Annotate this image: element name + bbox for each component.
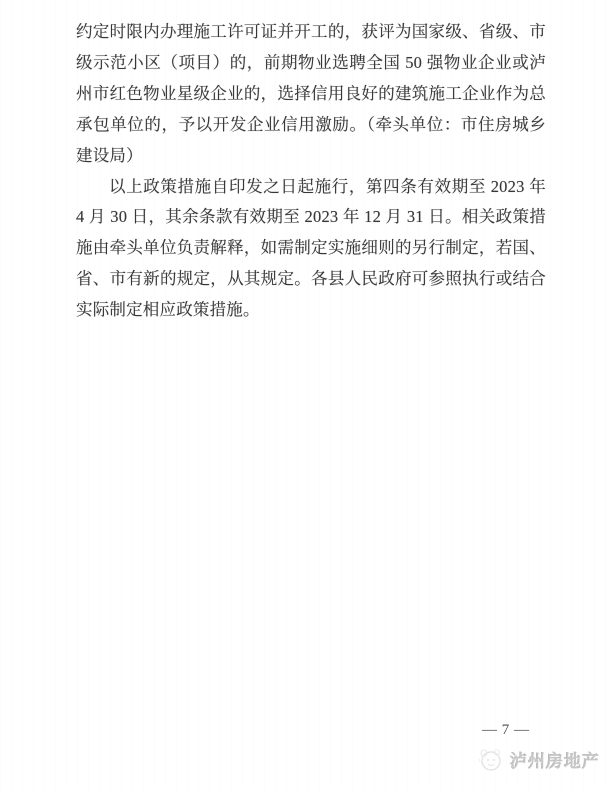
document-line: 建设局）: [76, 145, 143, 165]
document-line: 州市红色物业星级企业的，选择信用良好的建筑施工企业作为总: [76, 83, 546, 103]
document-line: 以上政策措施自印发之日起施行，第四条有效期至 2023 年: [109, 176, 546, 196]
document-line: 承包单位的，予以开发企业信用激励。（牵头单位：市住房城乡: [76, 114, 546, 134]
document-line: 4 月 30 日，其余条款有效期至 2023 年 12 月 31 日。相关政策措: [76, 207, 546, 227]
document-line: 省、市有新的规定，从其规定。各县人民政府可参照执行或结合: [76, 269, 546, 289]
mascot-badge-icon: [477, 746, 503, 772]
document-line: 约定时限内办理施工许可证并开工的，获评为国家级、省级、市: [76, 22, 546, 41]
watermark: [477, 746, 600, 772]
document-body: [76, 17, 546, 326]
watermark-text: 泸州房地产: [510, 751, 600, 771]
paragraph-construction-incentive: [76, 17, 546, 172]
page-number: — 7 —: [482, 722, 530, 738]
document-line: 实际制定相应政策措施。: [76, 300, 260, 320]
document-line: 施由牵头单位负责解释，如需制定实施细则的另行制定，若国、: [76, 238, 546, 258]
paragraph-effective-period: [76, 172, 546, 327]
document-line: 级示范小区（项目）的，前期物业选聘全国 50 强物业企业或泸: [76, 52, 546, 72]
